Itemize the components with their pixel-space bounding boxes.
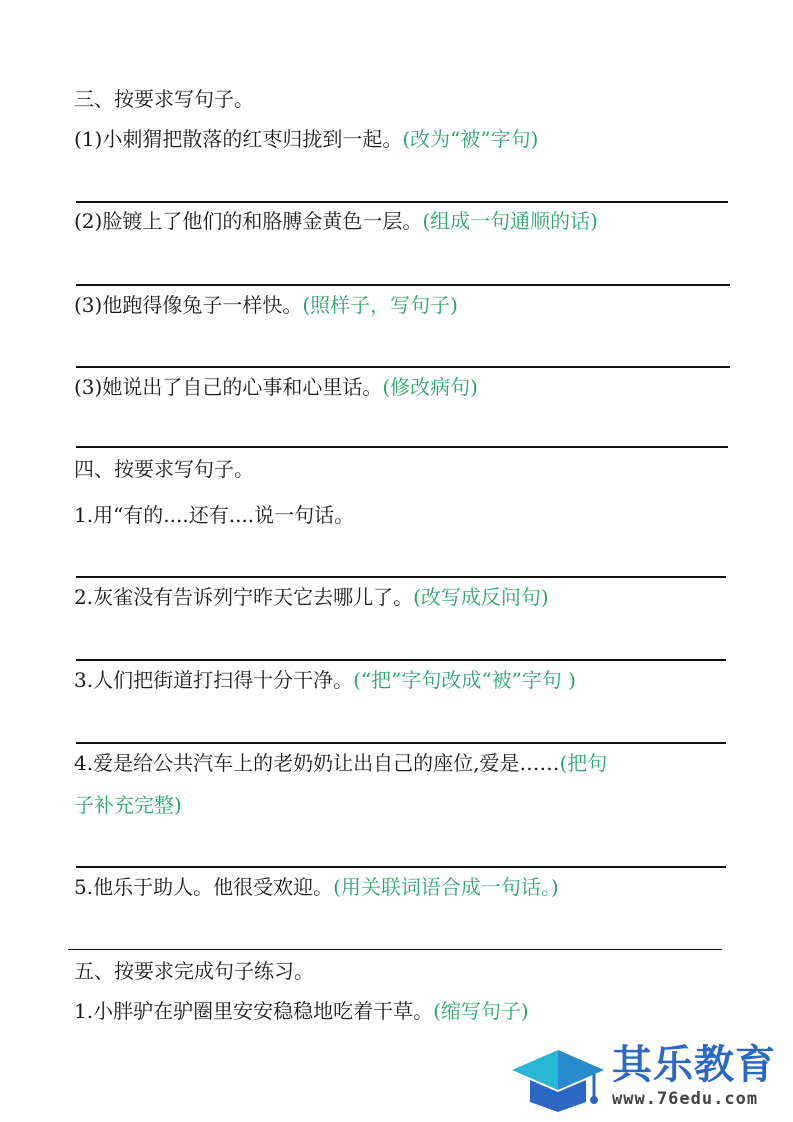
- question-hint: (改写成反问句): [413, 585, 549, 609]
- answer-line[interactable]: [76, 201, 728, 203]
- question-hint: (修改病句): [382, 375, 478, 399]
- question-text: 2.灰雀没有告诉列宁昨天它去哪儿了。: [74, 585, 414, 609]
- graduation-cap-icon: [508, 1040, 608, 1118]
- question-hint: (照样子，写句子): [302, 293, 458, 317]
- question-s4-5: [74, 874, 559, 900]
- question-text: 5.他乐于助人。他很受欢迎。: [74, 875, 334, 899]
- question-text: 3.人们把街道打扫得十分干净。: [74, 668, 354, 692]
- brand-url[interactable]: www.76edu.com: [612, 1089, 759, 1109]
- answer-line[interactable]: [76, 742, 726, 744]
- question-text: (3)她说出了自己的心事和心里话。: [74, 375, 383, 399]
- brand-name: 其乐教育: [612, 1042, 776, 1088]
- question-s4-4: [74, 750, 607, 776]
- question-text: 1.小胖驴在驴圈里安安稳稳地吃着干草。: [74, 999, 434, 1023]
- question-s3-3: [74, 292, 458, 318]
- question-s3-2: [74, 208, 598, 234]
- question-hint: (“把”字句改成“被”字句 ): [353, 668, 576, 692]
- question-s4-3: [74, 667, 576, 693]
- question-hint: (组成一句通顺的话): [422, 209, 598, 233]
- answer-line[interactable]: [76, 366, 730, 368]
- question-hint: (缩写句子): [433, 999, 529, 1023]
- question-hint: (用关联词语合成一句话。): [333, 875, 559, 899]
- question-hint: (把句: [559, 751, 608, 775]
- question-hint: (改为“被”字句): [402, 127, 539, 151]
- question-text: (2)脸镀上了他们的和胳膊金黄色一层。: [74, 209, 423, 233]
- question-text: 1.用“有的....还有....说一句话。: [74, 503, 355, 527]
- answer-line[interactable]: [68, 949, 722, 950]
- section4-heading: 四、按要求写句子。: [74, 457, 254, 481]
- question-s5-1: [74, 998, 529, 1024]
- question-s4-2: [74, 584, 549, 610]
- answer-line[interactable]: [76, 576, 726, 578]
- question-text: (1)小刺猬把散落的红枣归拢到一起。: [74, 127, 403, 151]
- question-hint-continued: 子补充完整): [74, 793, 182, 817]
- section5-heading: 五、按要求完成句子练习。: [74, 959, 314, 983]
- question-text: (3)他跑得像兔子一样快。: [74, 293, 303, 317]
- answer-line[interactable]: [76, 659, 726, 661]
- brand-logo: [508, 1040, 793, 1122]
- answer-line[interactable]: [76, 284, 730, 286]
- answer-line[interactable]: [76, 446, 728, 448]
- question-s3-4: [74, 374, 478, 400]
- question-s4-1: [74, 502, 354, 528]
- question-s3-1: [74, 126, 538, 152]
- section3-heading: 三、按要求写句子。: [74, 87, 254, 111]
- answer-line[interactable]: [76, 866, 726, 868]
- question-text: 4.爱是给公共汽车上的老奶奶让出自己的座位,爱是……: [74, 751, 560, 775]
